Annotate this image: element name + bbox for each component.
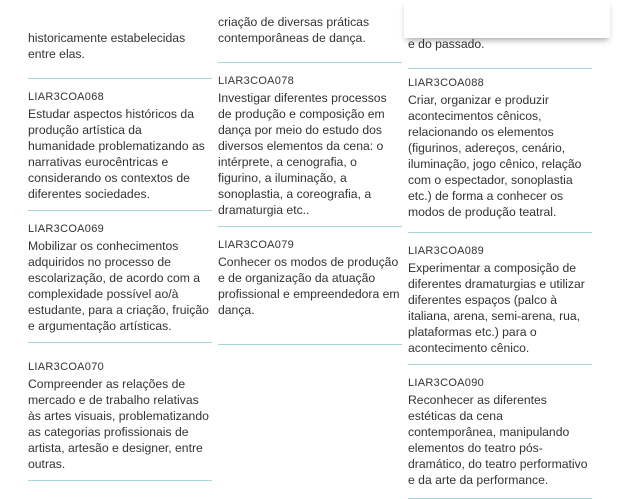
- list-item: [218, 63, 402, 227]
- partial-text: historicamente estabelecidas entre elas.: [28, 31, 186, 61]
- item-text: Mobilizar os conhecimentos adquiridos no processo de escolarização, de acordo com a complexidade possível ao/à estudante, para a criação, fruição e argumentação artísticas.: [28, 239, 209, 333]
- list-item: [408, 69, 592, 233]
- list-item: [218, 227, 402, 345]
- item-code: LIAR3COA089: [408, 245, 485, 257]
- partial-text: e do passado.: [408, 37, 485, 51]
- item-text: Criar, organizar e produzir acontecimentos cênicos, relacionando os elementos (figurinos, adereços, cenário, iluminação, jogo cênico, relação com o espectador, sonoplastia etc.) de forma a conhecer os modos de produção teatral.: [408, 93, 582, 219]
- item-code: LIAR3COA070: [28, 361, 105, 373]
- partial-item: [28, 0, 212, 79]
- item-code: LIAR3COA079: [218, 239, 295, 251]
- list-item: [28, 343, 212, 481]
- list-item: [408, 233, 592, 365]
- item-text: Compreender as relações de mercado e de trabalho relativas às artes visuais, problematizando as categorias profissionais de artista, artesão e designer, entre outras.: [28, 377, 209, 471]
- item-text: Conhecer os modos de produção e de organização da atuação profissional e empreendedora em dança.: [218, 255, 400, 317]
- item-code: LIAR3COA069: [28, 223, 105, 235]
- item-text: Investigar diferentes processos de produção e composição em dança por meio do estudo dos diversos elementos da cena: o intérprete, a cenografia, o figurino, a iluminação, a sonoplastia, a coreografia, a dramaturgia etc..: [218, 91, 387, 217]
- item-code: LIAR3COA090: [408, 377, 485, 389]
- list-item: [28, 211, 212, 343]
- column-visual-arts: [28, 0, 212, 481]
- partial-text: criação de diversas práticas contemporâneas de dança.: [218, 15, 370, 45]
- item-code: LIAR3COA068: [28, 91, 105, 103]
- item-text: Experimentar a composição de diferentes dramaturgias e utilizar diferentes espaços (palco à italiana, arena, semi-arena, rua, plataformas etc.) para o acontecimento cênico.: [408, 261, 585, 355]
- item-text: Reconhecer as diferentes estéticas da cena contemporânea, manipulando elementos do teatro pós-dramático, do teatro performativo e da arte da performance.: [408, 393, 588, 487]
- partial-item: [408, 0, 592, 69]
- list-item: [28, 79, 212, 211]
- list-item: [408, 365, 592, 499]
- column-theater: [408, 0, 592, 499]
- item-code: LIAR3COA088: [408, 77, 485, 89]
- column-dance: [218, 0, 402, 345]
- item-code: LIAR3COA078: [218, 75, 295, 87]
- item-text: Estudar aspectos históricos da produção artística da humanidade problematizando as narrativas eurocêntricas e considerando os contextos de diferentes sociedades.: [28, 107, 205, 201]
- partial-item: [218, 0, 402, 63]
